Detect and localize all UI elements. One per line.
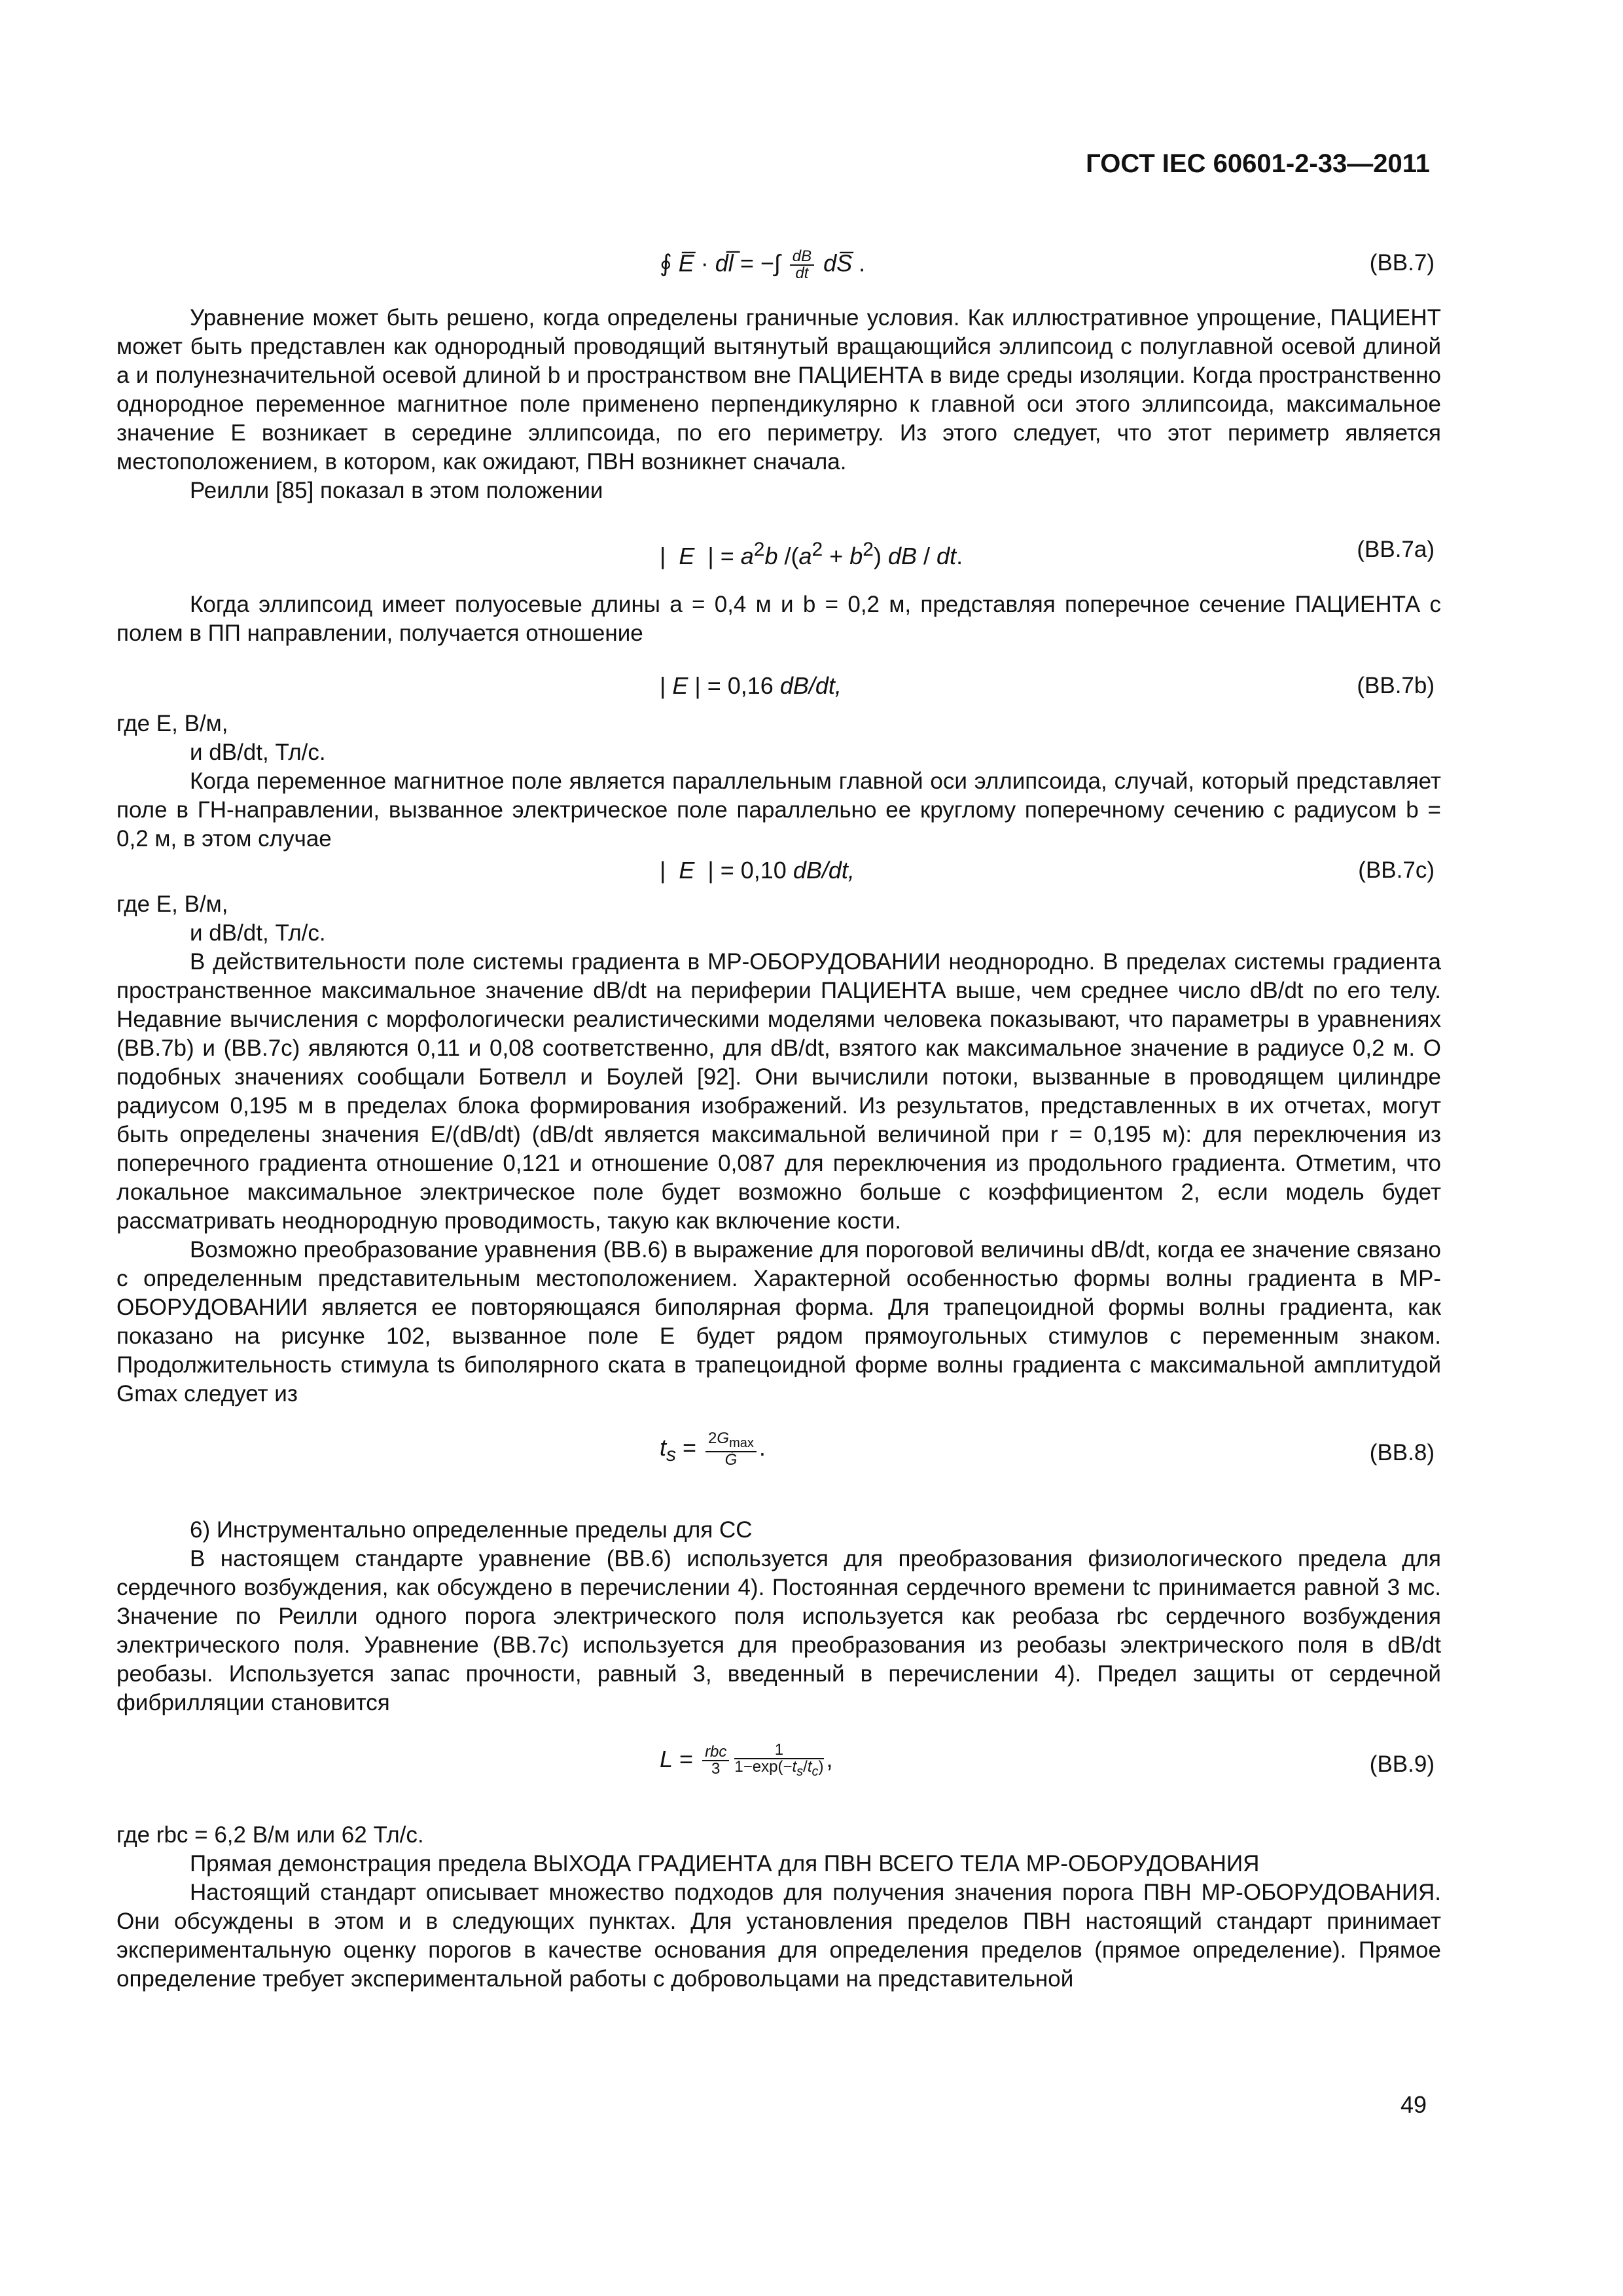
equation-number: (BB.7) (1369, 250, 1435, 276)
where-line: где E, В/м, (116, 891, 228, 917)
paragraph: Когда эллипсоид имеет полуосевые длины a = 0,4 м и b = 0,2 м, представляя поперечное сечение ПАЦИЕНТА с полем в ПП направлении, получается отношение (116, 592, 1441, 646)
paragraph: Прямая демонстрация предела ВЫХОДА ГРАДИЕНТА для ПВН ВСЕГО ТЕЛА МР-ОБОРУДОВАНИЯ (190, 1851, 1260, 1876)
where-line: и dB/dt, Тл/с. (190, 740, 326, 765)
paragraph: Реилли [85] показал в этом положении (190, 478, 603, 503)
equation-number: (BB.7c) (1358, 857, 1435, 883)
paragraph: В настоящем стандарте уравнение (BB.6) используется для преобразования физиологического предела для сердечного возбуждения, как обсуждено в перечислении 4). Постоянная сердечного времени tc принимается равной 3 мс. Значение по Реилли одного порога электрического поля используется как реобаза rbc сердечного возбуждения электрического поля. Уравнение (BB.7c) используется для преобразования из реобазы электрического поля в dB/dt реобазы. Используется запас прочности, равный 3, введенный в перечислении 4). Предел защиты от сердечной фибрилляции становится (116, 1546, 1441, 1715)
formula-bb7c: | E | = 0,10 dB/dt, (660, 857, 855, 884)
equation-number: (BB.7b) (1357, 673, 1435, 698)
document-header: ГОСТ IEC 60601-2-33—2011 (1086, 149, 1430, 178)
formula-bb7: ∮ E̅ · dl̅ = −∫ $\frac{dB}{dt}$ dS̅ . (660, 247, 866, 282)
page-number: 49 (1400, 2091, 1427, 2118)
paragraph: В действительности поле системы градиента в МР-ОБОРУДОВАНИИ неоднородно. В пределах системы градиента пространственное максимальное значение dB/dt на периферии ПАЦИЕНТА выше, чем среднее число dB/dt по его телу. Недавние вычисления с морфологически реалистическими моделями человека показывают, что параметры в уравнениях (BB.7b) и (BB.7c) являются 0,11 и 0,08 соответственно, для dB/dt, взятого как максимальное значение в радиусе 0,2 м. О подобных значениях сообщали Ботвелл и Боулей [92]. Они вычислили потоки, вызванные в проводящем цилиндре радиусом 0,195 м в пределах блока формирования изображений. Из результатов, представленных в их отчетах, могут быть определены значения E/(dB/dt) (dB/dt является максимальной величиной при r = 0,195 м): для переключения из поперечного градиента отношение 0,121 и отношение 0,087 для переключения из продольного градиента. Отметим, что локальное максимальное электрическое поле будет возможно больше с коэффициентом 2, если модель будет рассматривать неоднородную проводимость, такую как включение кости. (116, 949, 1441, 1234)
equation-number: (BB.9) (1369, 1751, 1435, 1777)
paragraph: Настоящий стандарт описывает множество подходов для получения значения порога ПВН МР-ОБОРУДОВАНИЯ. Они обсуждены в этом и в следующих пунктах. Для установления пределов ПВН настоящий стандарт принимает экспериментальную оценку порогов в качестве основания для определения пределов (прямое определение). Прямое определение требует экспериментальной работы с добровольцами на представительной (116, 1880, 1441, 1992)
where-line: где E, В/м, (116, 711, 228, 736)
equation-number: (BB.7a) (1357, 537, 1435, 562)
formula-bb9: L = $\frac{\text{rbc}}{3}$ $\frac{1}{1-\exp(-t_s/t_c)}$ , (660, 1741, 833, 1779)
paragraph: где rbc = 6,2 В/м или 62 Тл/с. (116, 1822, 424, 1848)
equation-bb7b (116, 668, 1441, 707)
page-body (116, 236, 1441, 1994)
equation-bb7 (116, 245, 1441, 284)
paragraph: 6) Инструментально определенные пределы для CC (190, 1517, 753, 1543)
formula-bb8: $t_s$ = $\frac{2G_{max}}{Ġ}$ . (660, 1429, 766, 1469)
paragraph: Уравнение может быть решено, когда определены граничные условия. Как иллюстративное упрощение, ПАЦИЕНТ может быть представлен как однородный проводящий вытянутый вращающийся эллипсоид с полуглавной осевой длиной a и полунезначительной осевой длиной b и пространством вне ПАЦИЕНТА в виде среды изоляции. Когда пространственно однородное переменное магнитное поле применено перпендикулярно к главной оси этого эллипсоида, максимальное значение E возникает в середине эллипсоида, по его периметру. Из этого следует, что этот периметр является местоположением, в котором, как ожидают, ПВН возникнет сначала. (116, 305, 1441, 475)
equation-bb7c (116, 856, 1441, 888)
paragraph: Когда переменное магнитное поле является параллельным главной оси эллипсоида, случай, который представляет поле в ГН-направлении, вызванное электрическое поле параллельно ее круглому поперечному сечению с радиусом b = 0,2 м, в этом случае (116, 768, 1441, 852)
formula-bb7a: | E | = $a^2b$ $/(a^2 + b^2)$ dB / dt. (660, 539, 963, 569)
equation-bb8 (116, 1431, 1441, 1477)
equation-bb7a (116, 531, 1441, 571)
formula-bb7b: | E | = 0,16 dB/dt, (660, 672, 842, 699)
paragraph: Возможно преобразование уравнения (BB.6) в выражение для пороговой величины dB/dt, когда ее значение связано с определенным представительным местоположением. Характерной особенностью формы волны градиента в МР-ОБОРУДОВАНИИ является ее повторяющаяся биполярная форма. Для трапецоидной формы волны градиента, как показано на рисунке 102, вызванное поле E будет рядом прямоугольных стимулов с переменным знаком. Продолжительность стимула ts биполярного ската в трапецоидной форме волны градиента с максимальной амплитудой Gmax следует из (116, 1237, 1441, 1407)
equation-bb9 (116, 1742, 1441, 1788)
equation-number: (BB.8) (1369, 1440, 1435, 1465)
where-line: и dB/dt, Тл/с. (190, 920, 326, 946)
